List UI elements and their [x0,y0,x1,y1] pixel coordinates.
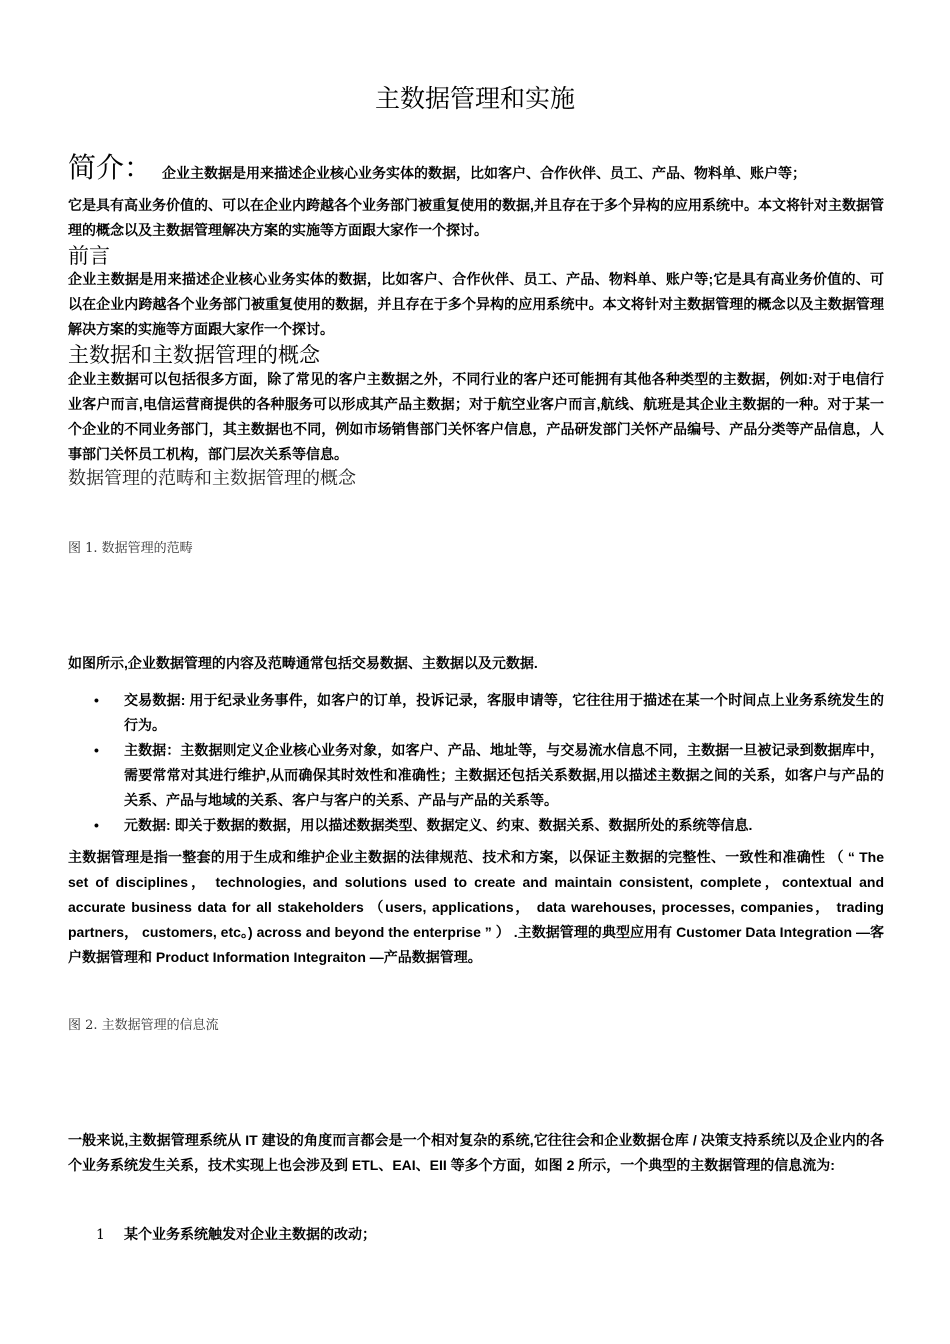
concept-paragraph: 企业主数据可以包括很多方面，除了常见的客户主数据之外，不同行业的客户还可能拥有其他各种类型的主数据，例如:对于电信行业客户而言,电信运营商提供的各种服务可以形成其产品主数据；对于航空业客户而言,航线、航班是其企业主数据的一种。对于某一个企业的不同业务部门，其主数据也不同，例如市场销售部门关怀客户信息，产品研发部门关怀产品编号、产品分类等产品信息，人事部门关怀员工机构，部门层次关系等信息。 [68,371,884,462]
intro-first-line: 企业主数据是用来描述企业核心业务实体的数据，比如客户、合作伙伴、员工、产品、物料单、账户等； [162,165,806,181]
preface-paragraph: 企业主数据是用来描述企业核心业务实体的数据，比如客户、合作伙伴、员工、产品、物料单、账户等;它是具有高业务价值的、可以在企业内跨越各个业务部门被重复使用的数据，并且存在于多个异构的应用系统中。本文将针对主数据管理的概念以及主数据管理解决方案的实施等方面跟大家作一个探讨。 [68,271,884,337]
list-item-text: 交易数据: 用于纪录业务事件，如客户的订单，投诉记录，客服申请等，它往往用于描述在某一个时间点上业务系统发生的行为。 [124,692,884,733]
intro-paragraph: 它是具有高业务价值的、可以在企业内跨越各个业务部门被重复使用的数据,并且存在于多个异构的应用系统中。本文将针对主数据管理的概念以及主数据管理解决方案的实施等方面跟大家作一个探讨。 [68,197,884,238]
step-number: 1 [96,1227,105,1243]
data-types-list [94,688,884,838]
concept-subheading: 数据管理的范畴和主数据管理的概念 [68,468,356,489]
step-text: 某个业务系统触发对企业主数据的改动； [124,1226,376,1242]
preface-heading: 前言 [68,244,110,268]
step-list-item [96,1222,376,1247]
bullet-dot: • [94,817,99,833]
list-item-text: 元数据: 即关于数据的数据，用以描述数据类型、数据定义、约束、数据关系、数据所处的系统等信息. [124,817,753,833]
scope-intro: 如图所示,企业数据管理的内容及范畴通常包括交易数据、主数据以及元数据. [68,655,538,671]
list-item [94,688,884,738]
list-item [94,813,884,838]
bullet-dot: • [94,692,99,708]
mdm-definition-paragraph: 主数据管理是指一整套的用于生成和维护企业主数据的法律规范、技术和方案，以保证主数据的完整性、一致性和准确性 （ “ The set of disciplines， technologies, and solutions used to create and maintain consistent, complete，contextual and accurate business data for all stakeholders （users, applications， data warehouses, processes, companies， trading partners， customers, etc。) across and beyond the enterprise ” ） .主数据管理的典型应用有 Customer Data Integration —客户数据管理和 Product Information Integraiton —产品数据管理。 [68,849,884,965]
system-paragraph: 一般来说,主数据管理系统从 IT 建设的角度而言都会是一个相对复杂的系统,它往往会和企业数据仓库 / 决策支持系统以及企业内的各个业务系统发生关系，技术实现上也会涉及到 ETL、EAI、EII 等多个方面，如图 2 所示，一个典型的主数据管理的信息流为: [68,1132,884,1173]
figure-2-caption: 图 2. 主数据管理的信息流 [68,1018,219,1033]
list-item [94,738,884,813]
bullet-dot: • [94,742,99,758]
figure-1-caption: 图 1. 数据管理的范畴 [68,541,193,556]
document-title: 主数据管理和实施 [374,84,575,113]
concept-heading: 主数据和主数据管理的概念 [68,343,320,367]
intro-heading: 简介： [68,151,153,184]
list-item-text: 主数据：主数据则定义企业核心业务对象，如客户、产品、地址等，与交易流水信息不同，主数据一旦被记录到数据库中，需要常常对其进行维护,从而确保其时效性和准确性；主数据还包括关系数据,用以描述主数据之间的关系，如客户与产品的关系、产品与地域的关系、客户与客户的关系、产品与产品的关系等。 [124,742,884,808]
